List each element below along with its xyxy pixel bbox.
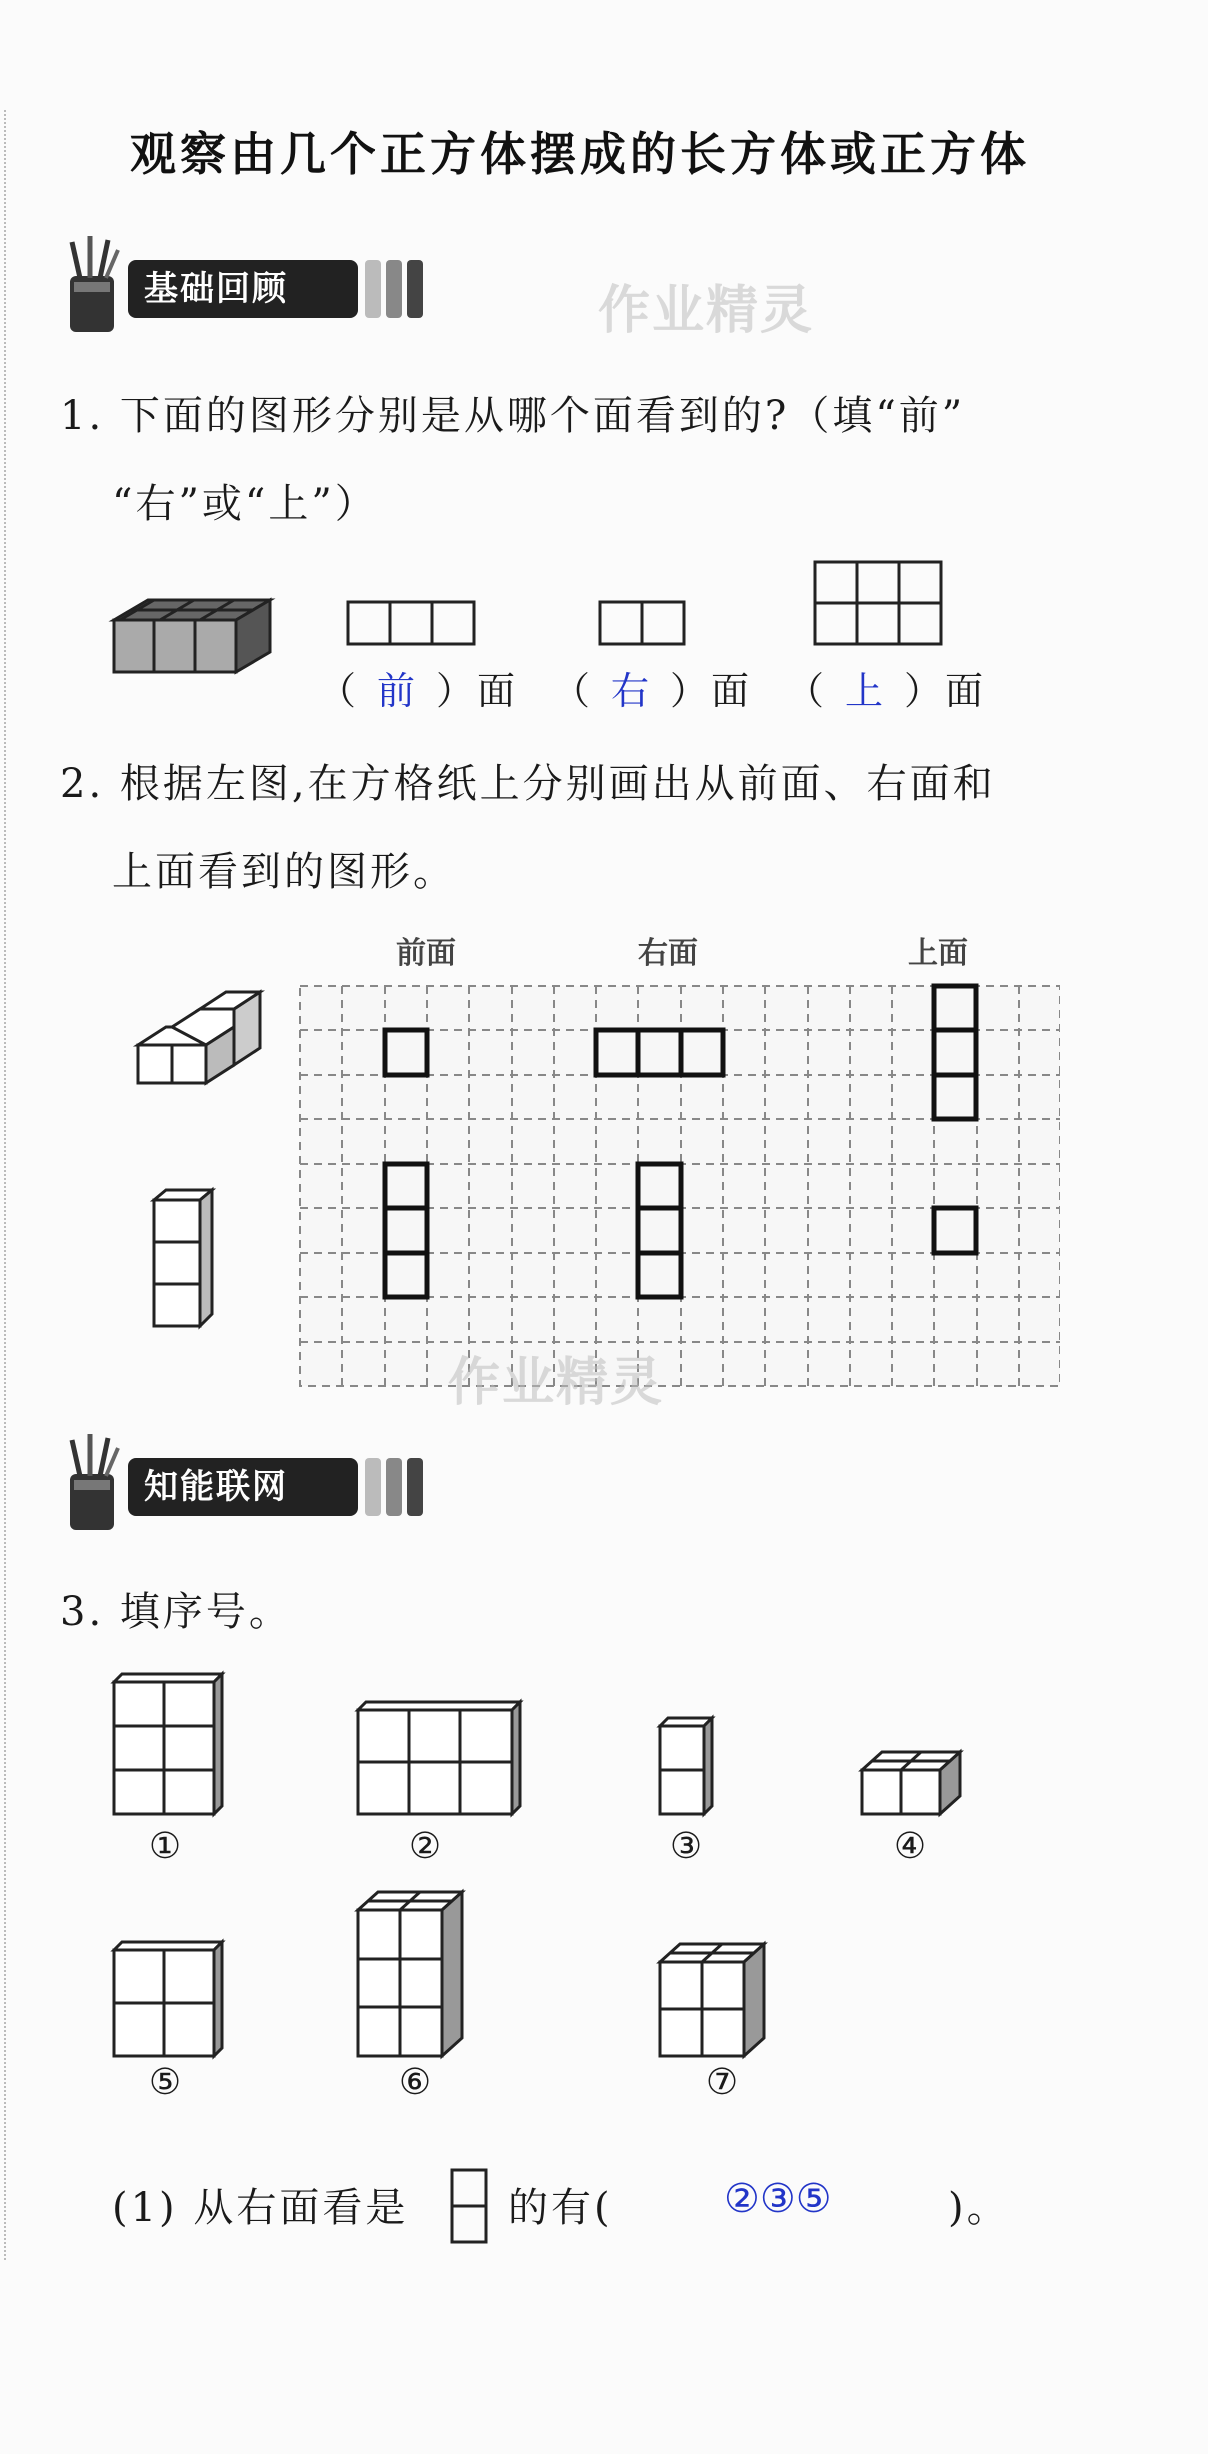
q3-figure-7 [660,1944,764,2056]
paren-open: （ [786,669,828,713]
banner-stripe [407,1458,423,1516]
banner-stripe [365,1458,381,1516]
figure-number-2: ② [408,1826,442,1867]
banner-stripe [386,1458,402,1516]
paren-close: ）面 [670,669,753,713]
figure-number-6: ⑥ [398,2062,432,2103]
q1-view-front [348,602,474,644]
q1-answer-2 [552,660,752,715]
grid-label-right: 右面 [638,936,698,971]
pencil-cup-icon [60,1426,130,1536]
grid-label-front: 前面 [396,936,456,971]
q3-figure-6 [358,1892,462,2056]
figure-number-3: ③ [669,1826,703,1867]
pencil-cup-icon [60,228,130,338]
q3-figure-1 [114,1674,222,1814]
section-banner-label: 基础回顾 [128,260,358,318]
paren-open: （ [318,669,360,713]
grid-label-top: 上面 [908,936,968,971]
banner-stripe [407,260,423,318]
q3-figures [100,1660,1000,2080]
answer-top: 上 [845,669,887,713]
q2-text-line1: 2. 根据左图,在方格纸上分别画出从前面、右面和 [60,761,996,807]
banner-stripe [365,260,381,318]
section-review [60,228,400,338]
q3-sub1-suffix: )。 [948,2185,1010,2231]
watermark: 作业精灵 [448,1353,665,1413]
q2-figures-and-grid [120,980,1060,1400]
figure-number-7: ⑦ [705,2062,739,2103]
q1-text-line2: “右”或“上”） [112,481,378,527]
q3-figure-3 [660,1718,712,1814]
answer-right: 右 [611,669,653,713]
binding-margin-line [4,110,6,2260]
answer-front: 前 [377,669,419,713]
q1-answer-3 [786,660,986,715]
q3-sub1-view-figure [448,2166,492,2250]
paren-open: （ [552,669,594,713]
figure-number-1: ① [148,1826,182,1867]
q2-figure-lower [154,1190,212,1326]
paren-close: ）面 [904,669,987,713]
section-banner-label: 知能联网 [128,1458,358,1516]
q3-sub1-answer: ②③⑤ [724,2176,832,2222]
page-title: 观察由几个正方体摆成的长方体或正方体 [130,127,1030,181]
q1-view-top [815,562,941,644]
figure-number-4: ④ [893,1826,927,1867]
q1-text-line1: 1. 下面的图形分别是从哪个面看到的?（填“前” [60,393,966,439]
q3-figure-2 [358,1702,520,1814]
figure-number-5: ⑤ [148,2062,182,2103]
q3-sub1-prefix: (1) 从右面看是 [112,2185,409,2231]
q2-text-line2: 上面看到的图形。 [112,849,456,895]
q1-cuboid-figure [114,600,270,672]
section-knowledge [60,1426,400,1536]
q1-answer-1 [318,660,518,715]
paren-close: ）面 [436,669,519,713]
watermark: 作业精灵 [598,281,815,341]
q2-figure-upper [138,992,260,1083]
q3-text-line1: 3. 填序号。 [60,1589,292,1635]
q1-view-right [600,602,684,644]
q3-sub1-mid: 的有( [508,2185,613,2231]
banner-stripe [386,260,402,318]
q3-figure-4 [862,1752,960,1814]
q3-figure-5 [114,1942,222,2056]
